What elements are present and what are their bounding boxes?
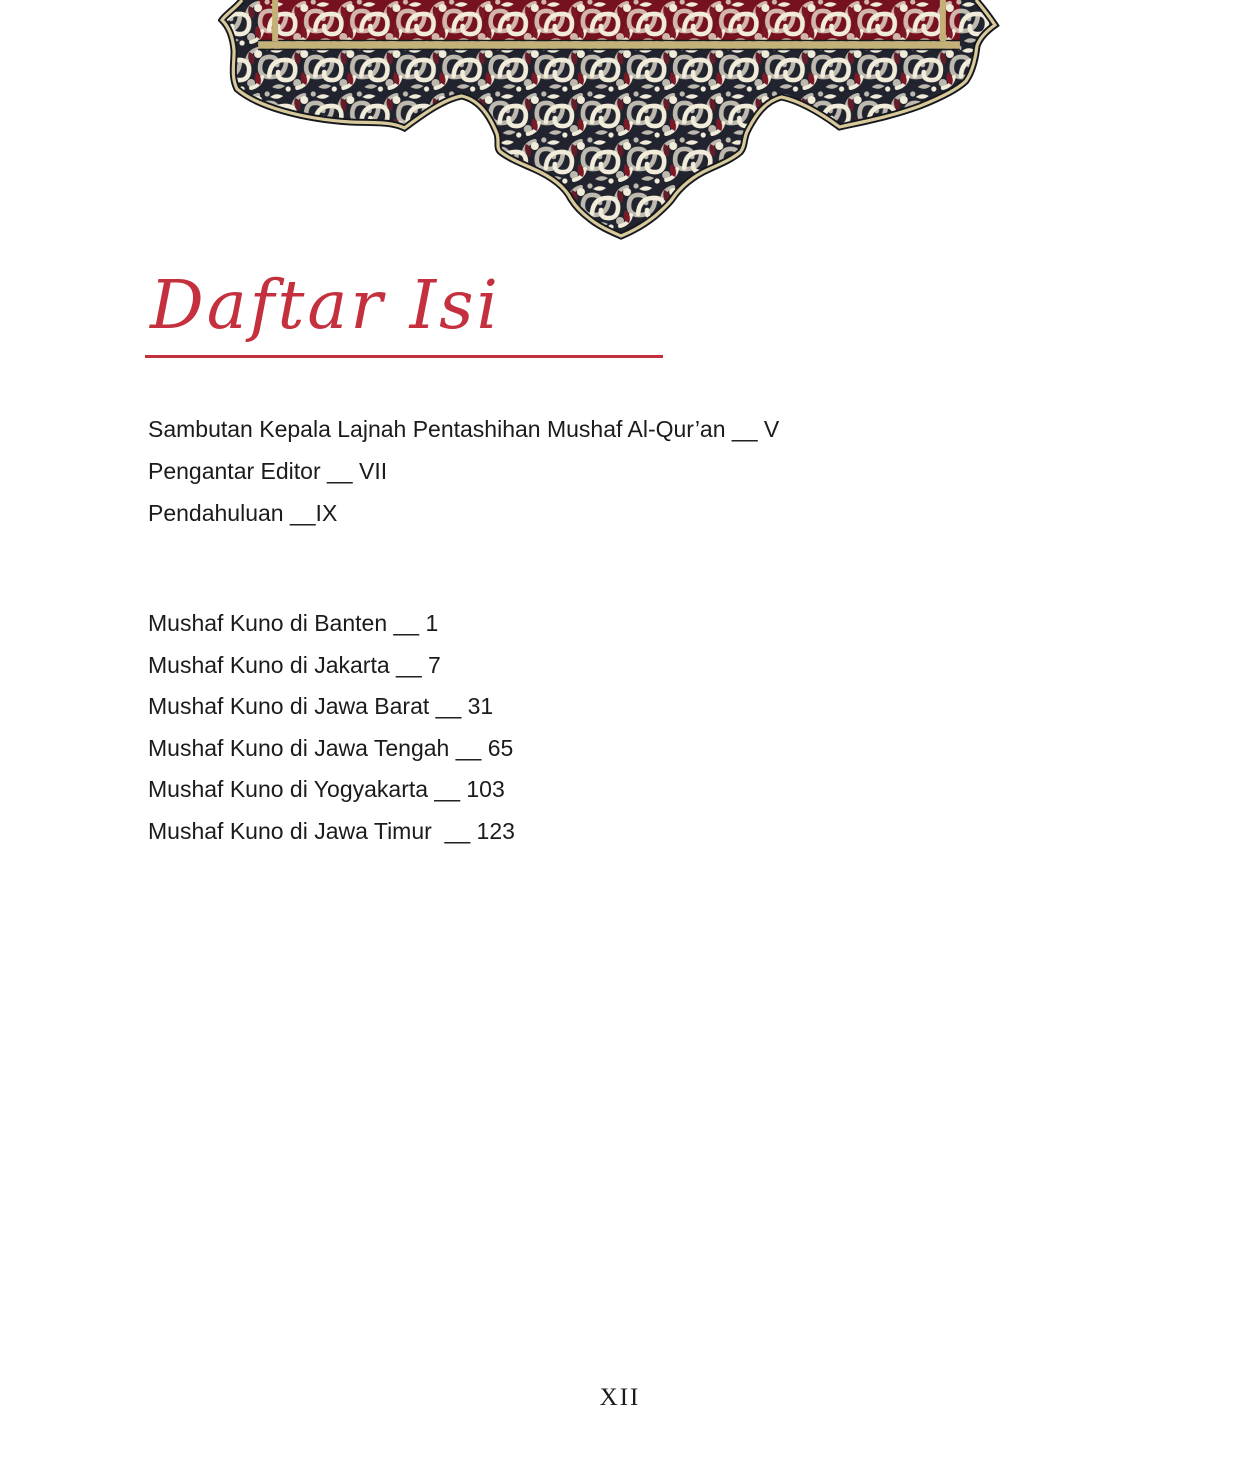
toc-item-jakarta: Mushaf Kuno di Jakarta __ 7 (148, 651, 441, 678)
toc-chapter-list (148, 603, 515, 852)
title-underline-rule (145, 355, 663, 358)
toc-item-jawa-barat: Mushaf Kuno di Jawa Barat __ 31 (148, 693, 494, 719)
toc-item-pengantar-editor: Pengantar Editor __ VII (148, 458, 388, 484)
toc-item-pendahuluan: Pendahuluan __IX (148, 500, 338, 526)
page-title: Daftar Isi (150, 266, 501, 344)
page-number: XII (599, 1384, 641, 1411)
toc-item-yogyakarta: Mushaf Kuno di Yogyakarta __ 103 (148, 776, 505, 802)
toc-item-jawa-timur: Mushaf Kuno di Jawa Timur __ 123 (148, 817, 515, 844)
toc-front-matter-list (148, 408, 779, 534)
toc-item-jawa-tengah: Mushaf Kuno di Jawa Tengah __ 65 (148, 734, 514, 761)
toc-item-sambutan: Sambutan Kepala Lajnah Pentashihan Mushaf Al-Qur’an __ V (148, 416, 780, 442)
manuscript-ornament-image (218, 0, 1000, 240)
toc-item-banten: Mushaf Kuno di Banten __ 1 (148, 610, 439, 636)
